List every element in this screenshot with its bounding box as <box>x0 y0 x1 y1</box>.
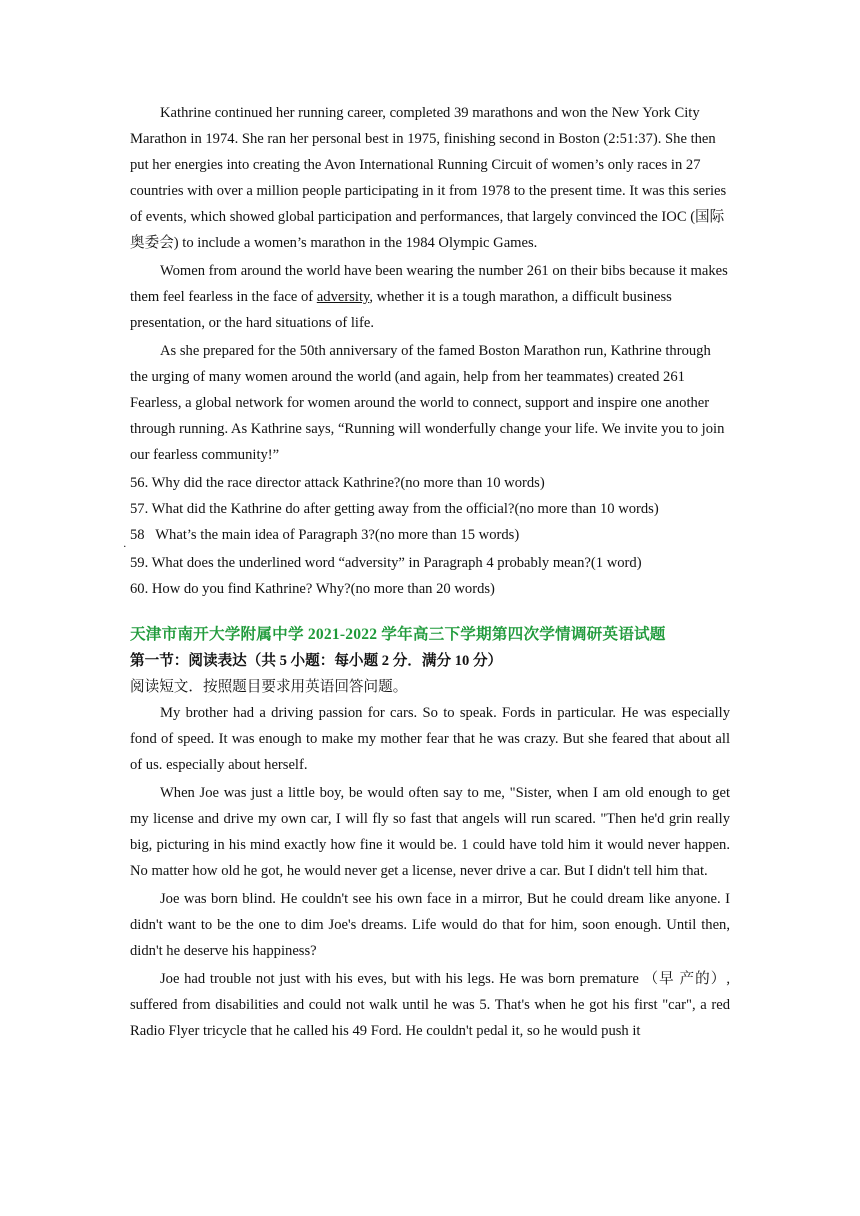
question-58-dot: . <box>123 536 127 550</box>
document-page <box>123 100 730 1046</box>
passage-2 <box>130 700 730 1044</box>
question-58 <box>123 522 730 550</box>
paragraph-2 <box>130 258 730 336</box>
question-list <box>123 470 730 602</box>
passage-2-paragraph-3: Joe was born blind. He couldn't see his own face in a mirror, But he could dream like anyone. I didn't want to be the one to dim Joe's dreams. Life would do that for him, soon enough. Until then, didn't he deserve his happiness? <box>130 891 730 959</box>
paragraph-2-text-after: , whether it is a tough marathon, a difficult business presentation, or the hard situations of life. <box>130 289 672 331</box>
question-57: 57. What did the Kathrine do after getting away from the official?(no more than 10 words) <box>130 501 659 517</box>
passage-2-paragraph-4: Joe had trouble not just with his eves, but with his legs. He was born premature （早 产的）, suffered from disabilities and could not walk until he was 5. That's when he got his first "car", a red Radio Flyer tricycle that he called his 49 Ford. He couldn't pedal it, so he would push it <box>130 971 730 1039</box>
underlined-word-adversity: adversity <box>316 289 370 305</box>
paragraph-1: Kathrine continued her running career, completed 39 marathons and won the New York City Marathon in 1974. She ran her personal best in 1975, finishing second in Boston (2:51:37). She then put her energies into creating the Avon International Running Circuit of women’s only races in 27 countries with over a million people participating in it from 1978 to the present time. It was this series of events, which showed global participation and performances, that largely convinced the IOC (国际奥委会) to include a women’s marathon in the 1984 Olympic Games. <box>130 105 727 251</box>
question-59: 59. What does the underlined word “adversity” in Paragraph 4 probably mean?(1 word) <box>130 555 642 571</box>
question-60: 60. How do you find Kathrine? Why?(no more than 20 words) <box>130 581 495 597</box>
question-56: 56. Why did the race director attack Kathrine?(no more than 10 words) <box>130 475 545 491</box>
question-58-text: 58 What’s the main idea of Paragraph 3?(no more than 15 words) <box>130 527 520 543</box>
instruction: 阅读短文．按照题目要求用英语回答问题。 <box>130 679 408 695</box>
paragraph-3: As she prepared for the 50th anniversary of the famed Boston Marathon run, Kathrine through the urging of many women around the world (and again, help from her teammates) created 261 Fearless, a global network for women around the world to connect, support and inspire one another through running. As Kathrine says, “Running will wonderfully change your life. We invite you to join our fearless community!” <box>130 343 725 463</box>
exam-title: 天津市南开大学附属中学 2021-2022 学年高三下学期第四次学情调研英语试题 <box>130 626 666 643</box>
section-title: 第一节：阅读表达（共 5 小题：每小题 2 分．满分 10 分） <box>130 653 503 669</box>
paragraph-2-text-before: Women from around the world have been wearing the number 261 on their bibs because it makes them feel fearless in the face of <box>130 263 728 305</box>
passage-2-paragraph-1: My brother had a driving passion for cars. So to speak. Fords in particular. He was especially fond of speed. It was enough to make my mother fear that he was crazy. But she feared that about all of us. especially about herself. <box>130 705 730 773</box>
passage-2-paragraph-2: When Joe was just a little boy, be would often say to me, "Sister, when I am old enough to get my license and drive my own car, I will fly so fast that angels will run scared. "Then he'd grin really big, picturing in his mind exactly how fine it would be. 1 could have told him it would never happen. No matter how old he got, he would never get a license, never drive a car. But I didn't tell him that. <box>130 785 730 879</box>
